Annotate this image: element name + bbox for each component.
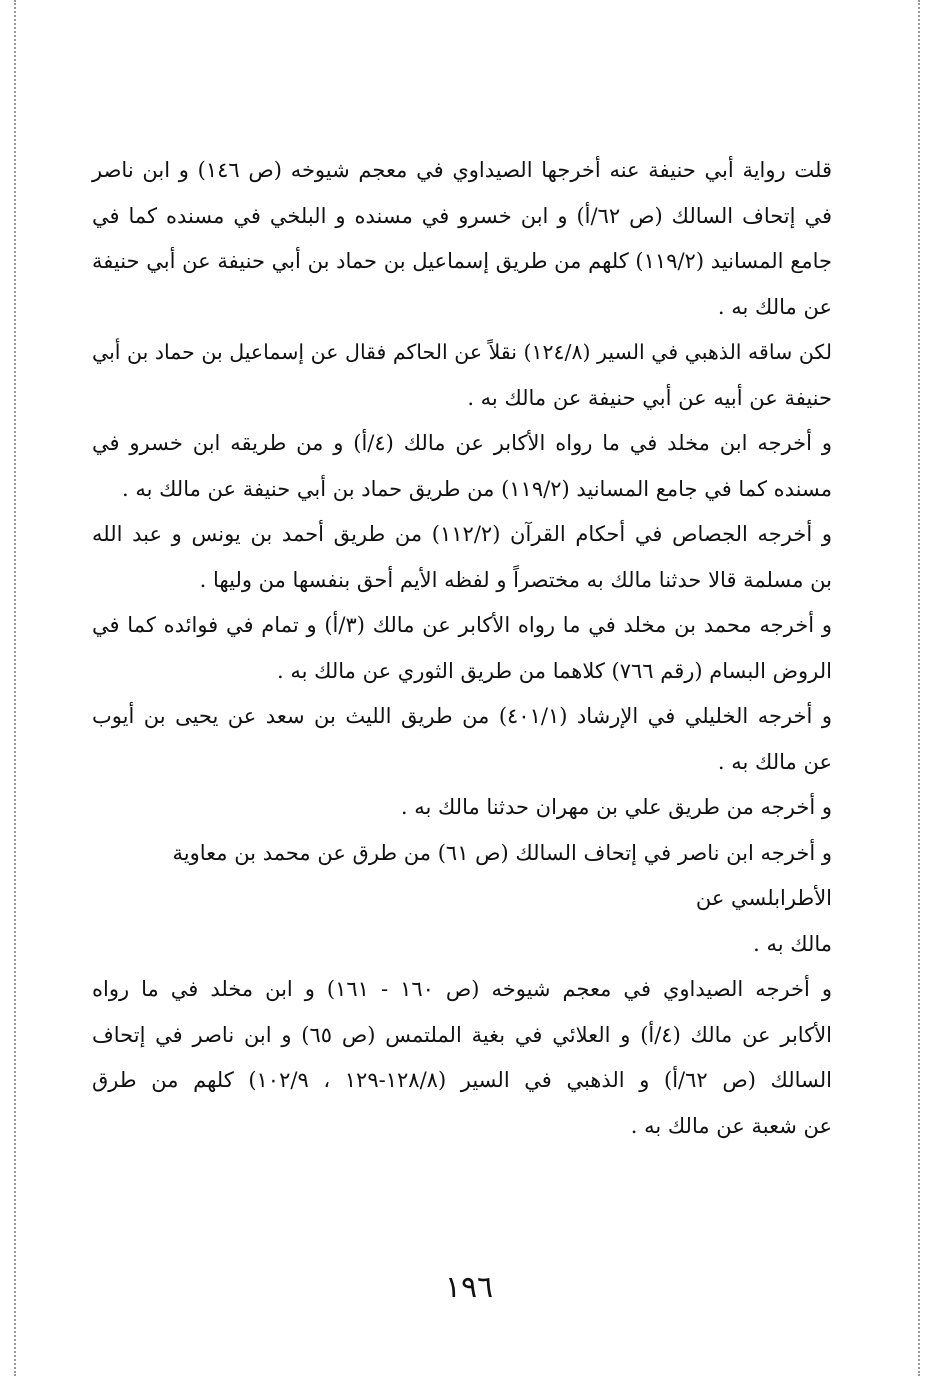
text-line: الأطرابلسي عن	[695, 886, 832, 910]
text-line: لكن ساقه الذهبي في السير (١٢٤/٨) نقلاً عن الحاكم فقال عن إسماعيل بن حماد بن أبي	[92, 340, 832, 364]
text-line: و أخرجه الخليلي في الإرشاد (٤٠١/١) من طريق الليث بن سعد عن يحيى بن أيوب	[92, 704, 832, 728]
text-line: السالك (ص ٦٢/أ) و الذهبي في السير (١٢٨/٨-١٢٩ ، ١٠٢/٩) كلهم من طرق	[92, 1068, 833, 1092]
text-line: و أخرجه ابن مخلد في ما رواه الأكابر عن مالك (٤/أ) و من طريقه ابن خسرو في	[92, 431, 832, 455]
text-line: قلت رواية أبي حنيفة عنه أخرجها الصيداوي في معجم شيوخه (ص ١٤٦) و ابن ناصر	[92, 158, 833, 182]
page-number: ١٩٦	[444, 1270, 494, 1305]
text-line: جامع المسانيد (١١٩/٢) كلهم من طريق إسماعيل بن حماد بن أبي حنيفة عن أبي حنيفة	[92, 249, 833, 273]
text-line: عن مالك به .	[717, 749, 832, 774]
text-line: مسنده كما في جامع المسانيد (١١٩/٢) من طريق حماد بن أبي حنيفة عن مالك به .	[121, 476, 832, 501]
text-line: و أخرجه ابن ناصر في إتحاف السالك (ص ٦١) من طرق عن محمد بن معاوية	[172, 840, 832, 865]
text-line: عن شعبة عن مالك به .	[630, 1113, 832, 1138]
text-line: و أخرجه الصيداوي في معجم شيوخه (ص ١٦٠ - ١٦١) و ابن مخلد في ما رواه	[92, 977, 832, 1001]
scan-left-edge	[14, 0, 16, 1376]
text-line: في إتحاف السالك (ص ٦٢/أ) و ابن خسرو في مسنده و البلخي في مسنده كما في	[92, 203, 832, 228]
scan-right-edge	[918, 0, 920, 1376]
text-line: بن مسلمة قالا حدثنا مالك به مختصراً و لفظه الأيم أحق بنفسها من وليها .	[199, 567, 832, 592]
text-line: و أخرجه من طريق علي بن مهران حدثنا مالك به .	[400, 795, 832, 819]
text-line: مالك به .	[753, 931, 832, 956]
text-line: و أخرجه الجصاص في أحكام القرآن (١١٢/٢) من طريق أحمد بن يونس و عبد الله	[92, 522, 832, 546]
text-line: و أخرجه محمد بن مخلد في ما رواه الأكابر عن مالك (٣/أ) و تمام في فوائده كما في	[92, 613, 832, 637]
text-line: حنيفة عن أبيه عن أبي حنيفة عن مالك به .	[467, 385, 832, 410]
text-line: عن مالك به .	[717, 294, 832, 319]
text-line: الأكابر عن مالك (٤/أ) و العلائي في بغية الملتمس (ص ٦٥) و ابن ناصر في إتحاف	[92, 1022, 833, 1047]
text-line: الروض البسام (رقم ٧٦٦) كلاهما من طريق الثوري عن مالك به .	[277, 658, 832, 683]
body-text	[92, 148, 832, 1149]
